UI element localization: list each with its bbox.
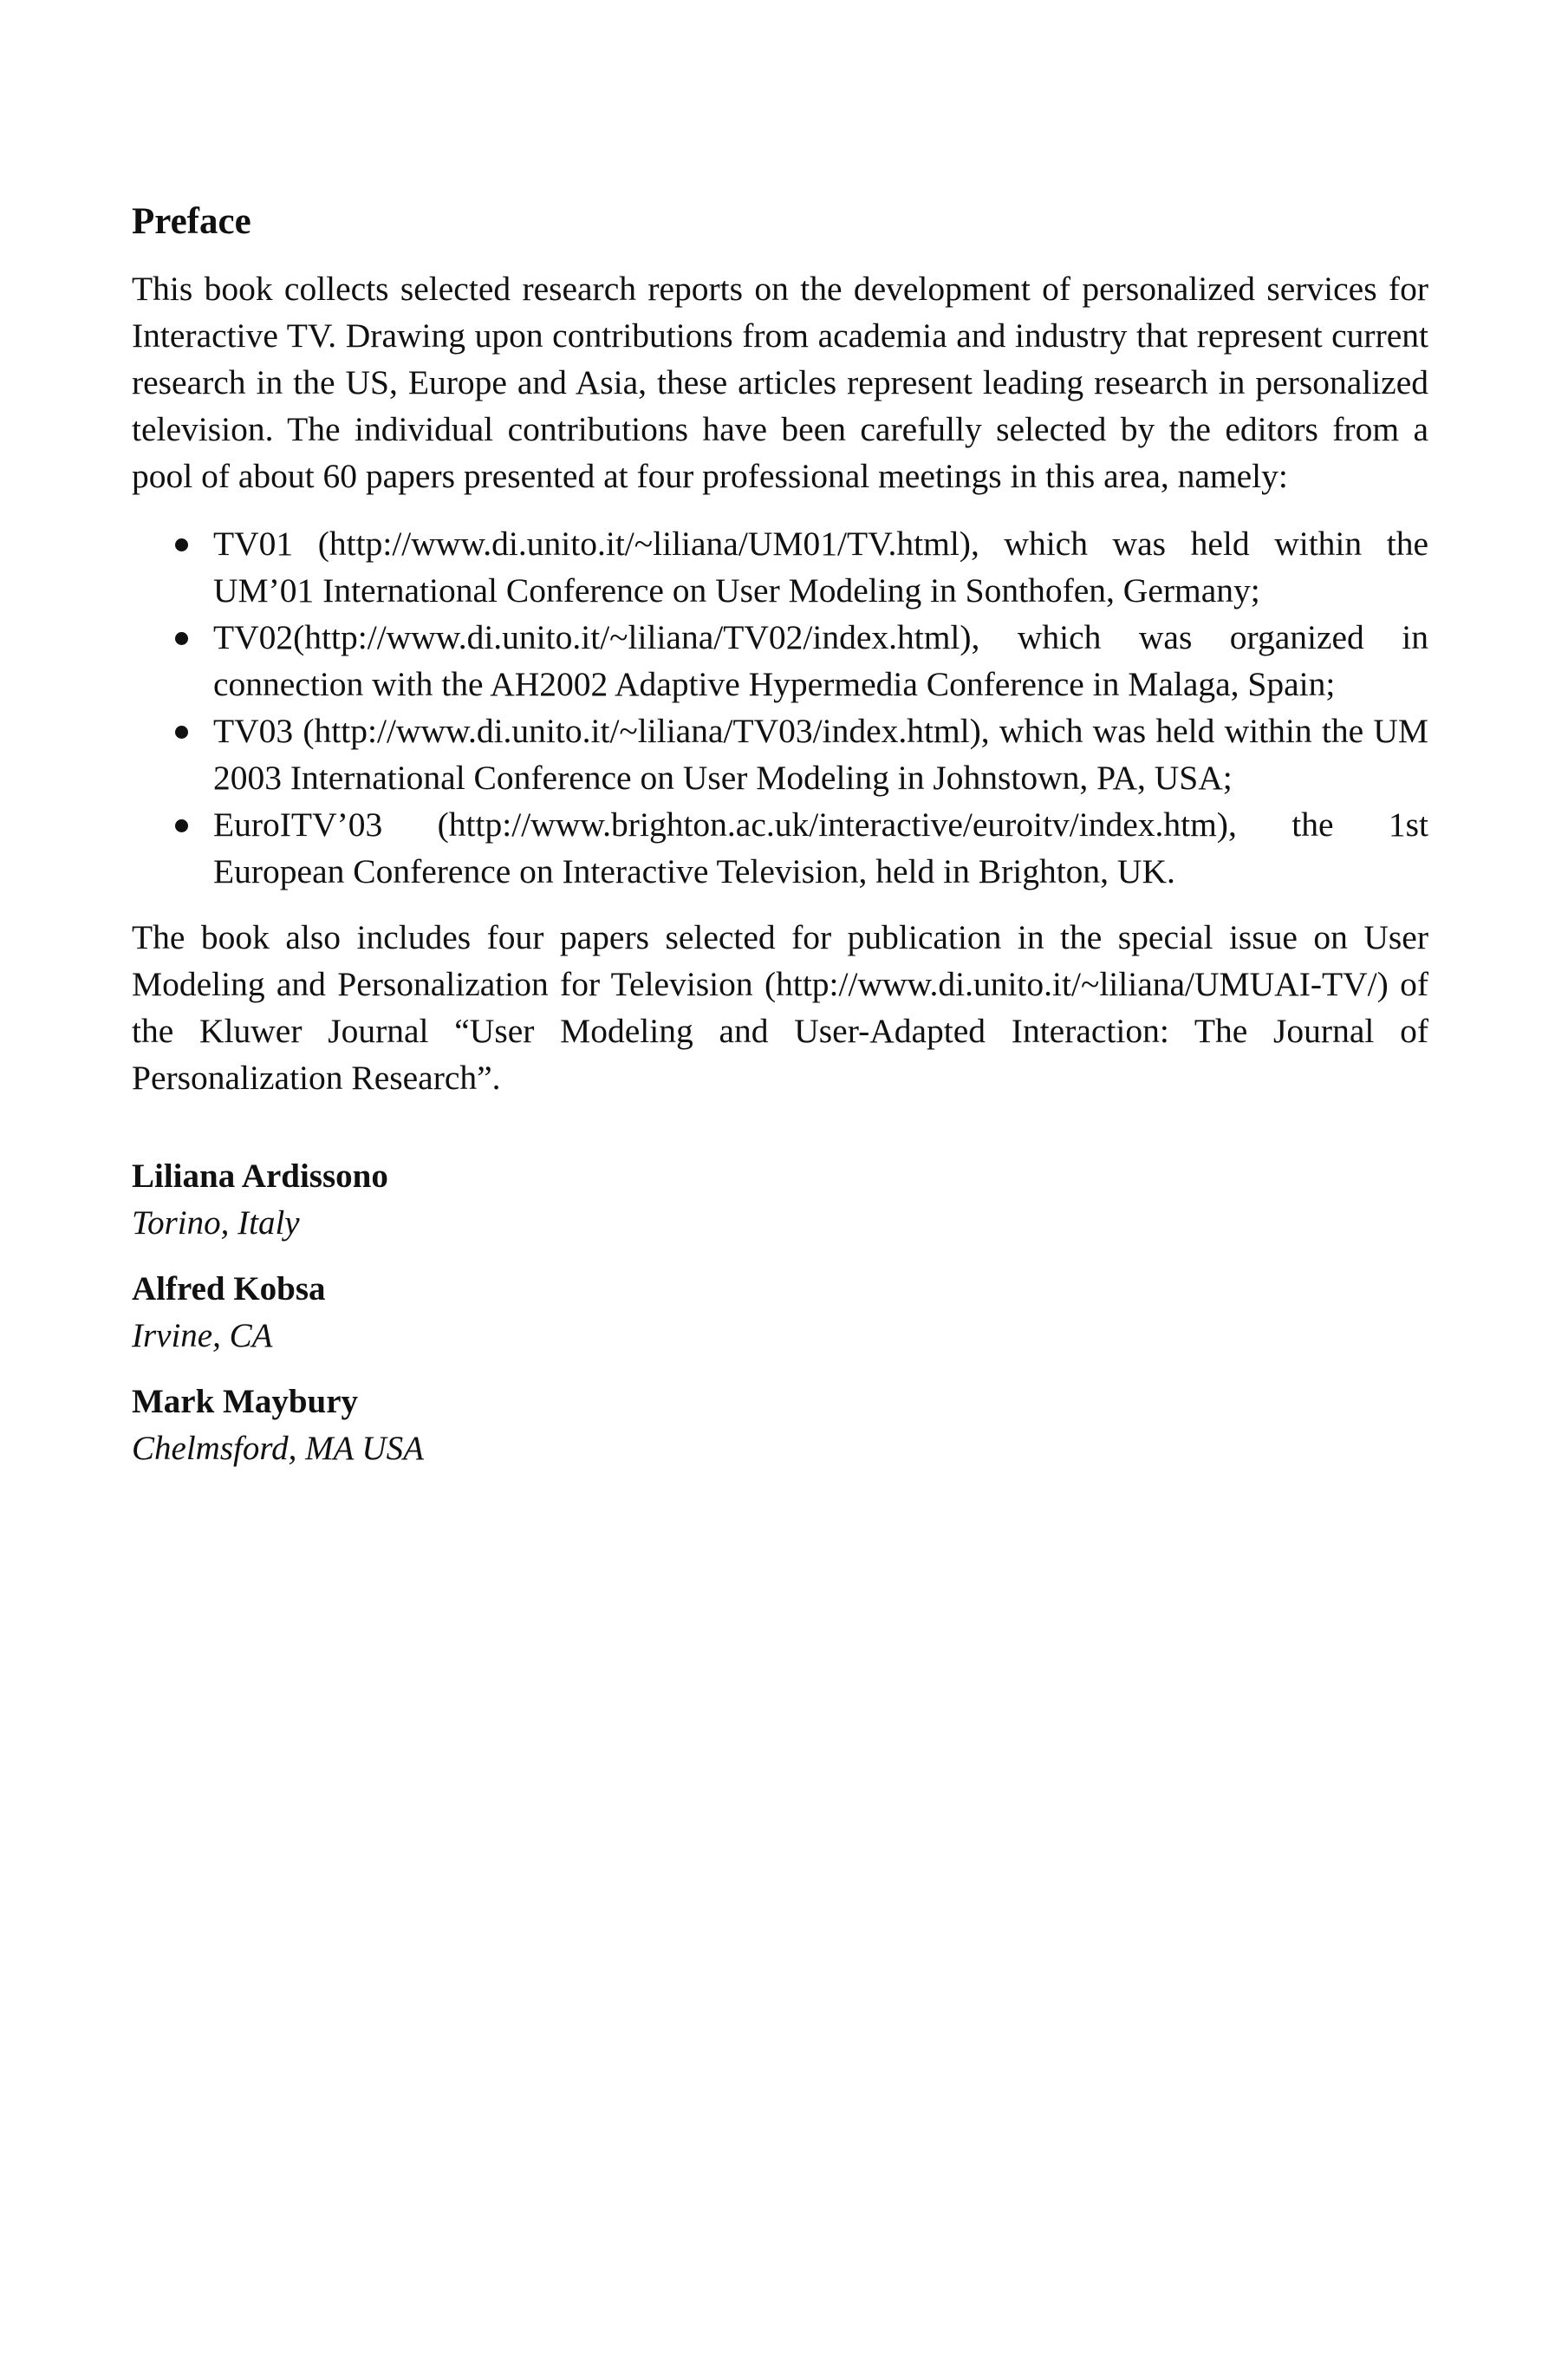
bullet-icon (175, 538, 188, 551)
list-item (132, 614, 1428, 707)
editor-name: Liliana Ardissono (132, 1157, 388, 1195)
page-title: Preface (132, 201, 251, 242)
list-item (132, 801, 1428, 895)
editor-entry (132, 1379, 1428, 1472)
editor-location: Chelmsford, MA USA (132, 1429, 424, 1467)
closing-paragraph: The book also includes four papers selected for publication in the special issue on User Modeling and Personalization for Television (http://www.di.unito.it/~liliana/UMUAI-TV/) of the Kluwer Journal “User Modeling and User-Adapted Interaction: The Journal of Personalization Research”. (132, 917, 1428, 1097)
meeting-text: TV03 (http://www.di.unito.it/~liliana/TV03/index.html), which was held within the UM 2003 International Conference on User Modeling in Johnstown, PA, USA; (213, 711, 1428, 797)
editor-location: Irvine, CA (132, 1316, 273, 1354)
editor-entry (132, 1266, 1428, 1360)
editor-entry (132, 1153, 1428, 1247)
editors-block (132, 1153, 1428, 1472)
meeting-text: TV01 (http://www.di.unito.it/~liliana/UM01/TV.html), which was held within the UM’01 International Conference on User Modeling in Sonthofen, Germany; (213, 524, 1428, 610)
bullet-icon (175, 819, 188, 832)
intro-paragraph: This book collects selected research reports on the development of personalized services for Interactive TV. Drawing upon contributions from academia and industry that represent current research in the US, Europe and Asia, these articles represent leading research in personalized television. The individual contributions have been carefully selected by the editors from a pool of about 60 papers presented at four professional meetings in this area, namely: (132, 269, 1428, 495)
editor-name: Mark Maybury (132, 1382, 359, 1420)
list-item (132, 707, 1428, 801)
meetings-list (132, 520, 1428, 895)
editor-location: Torino, Italy (132, 1203, 300, 1242)
bullet-icon (175, 632, 188, 645)
meeting-text: EuroITV’03 (http://www.brighton.ac.uk/interactive/euroitv/index.htm), the 1st European Conference on Interactive Television, held in Brighton, UK. (213, 805, 1428, 890)
preface-page (132, 199, 1428, 1491)
editor-name: Alfred Kobsa (132, 1269, 326, 1307)
bullet-icon (175, 726, 188, 739)
list-item (132, 520, 1428, 614)
meeting-text: TV02(http://www.di.unito.it/~liliana/TV02/index.html), which was organized in connection with the AH2002 Adaptive Hypermedia Conference in Malaga, Spain; (213, 617, 1428, 703)
